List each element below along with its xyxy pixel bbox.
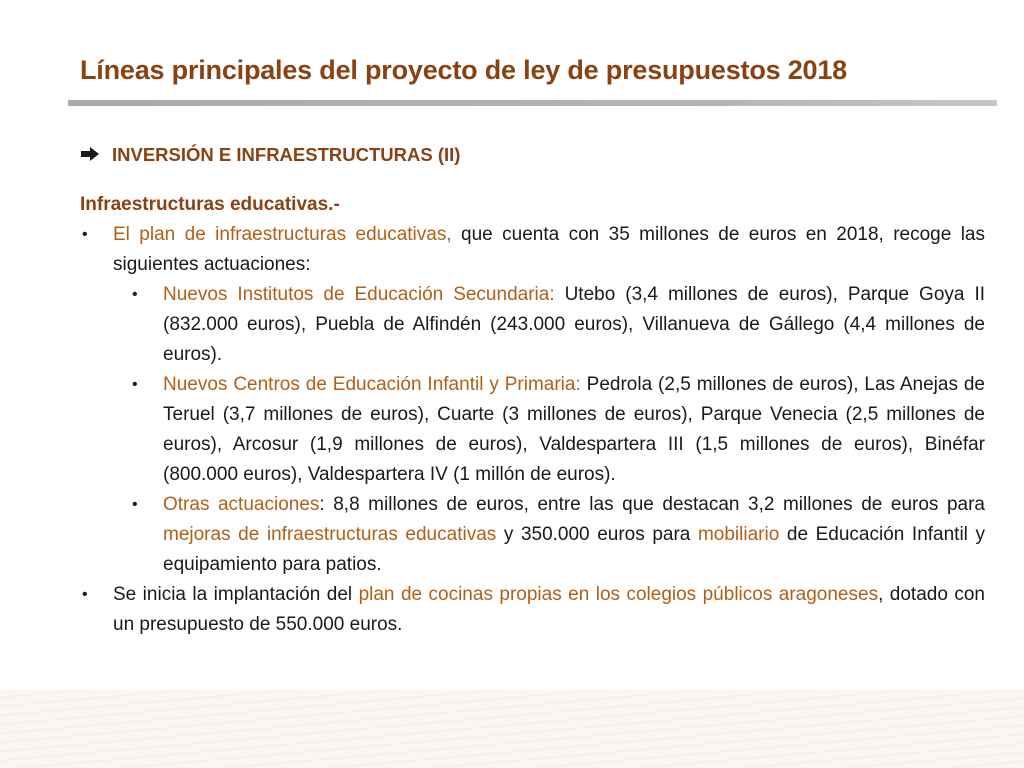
section-heading-label: INVERSIÓN E INFRAESTRUCTURAS (II)	[112, 144, 461, 165]
body-text: de Educación Infantil y equipamiento para patios.	[163, 524, 985, 575]
body-text: : 8,8 millones de euros, entre las que destacan 3,2 millones de euros para	[319, 494, 985, 515]
highlight-text: plan de cocinas propias en los colegios públicos aragoneses	[358, 584, 879, 605]
highlight-text: Otras actuaciones	[163, 494, 320, 515]
highlight-text: mobiliario	[697, 524, 780, 545]
body-text: que cuenta con 35 millones de euros en 2018, recoge las siguientes actuaciones:	[113, 224, 985, 275]
bullet-mark: •	[82, 586, 88, 603]
slide-body	[80, 190, 985, 640]
bullet-plan-cocinas	[80, 580, 985, 640]
subbullet-centros-infantil-primaria	[80, 370, 985, 490]
bullet-mark: •	[132, 496, 138, 513]
section-heading	[80, 144, 460, 167]
body-text: Utebo (3,4 millones de euros), Parque Goya II (832.000 euros), Puebla de Alfindén (243.000 euros), Villanueva de Gállego (4,4 millones de euros).	[163, 284, 985, 365]
body-text: Se inicia la implantación del	[113, 584, 359, 605]
arrow-right-icon	[80, 145, 102, 167]
body-text: Pedrola (2,5 millones de euros), Las Anejas de Teruel (3,7 millones de euros), Cuarte (3 millones de euros), Parque Venecia (2,5 millones de euros), Arcosur (1,9 millones de euros), Valdespartera III (1,5 millones de euros), Binéfar (800.000 euros), Valdespartera IV (1 millón de euros).	[163, 374, 985, 485]
bullet-mark: •	[82, 226, 88, 243]
bullet-mark: •	[132, 286, 138, 303]
bullet-plan-infraestructuras	[80, 220, 985, 280]
title-underline	[68, 100, 997, 106]
highlight-text: mejoras de infraestructuras educativas	[163, 524, 497, 545]
highlight-text: Nuevos Institutos de Educación Secundaria:	[163, 284, 555, 305]
highlight-text: El plan de infraestructuras educativas,	[113, 224, 452, 245]
highlight-text: Nuevos Centros de Educación Infantil y Primaria:	[163, 374, 581, 395]
body-text: y 350.000 euros para	[496, 524, 698, 545]
subbullet-institutos	[80, 280, 985, 370]
subbullet-otras-actuaciones	[80, 490, 985, 580]
bullet-mark: •	[132, 376, 138, 393]
slide-title: Líneas principales del proyecto de ley de presupuestos 2018	[80, 55, 847, 85]
body-text: , dotado con un presupuesto de 550.000 euros.	[113, 584, 985, 635]
subheading: Infraestructuras educativas.-	[80, 194, 340, 215]
decorative-bottom-band	[0, 690, 1024, 768]
